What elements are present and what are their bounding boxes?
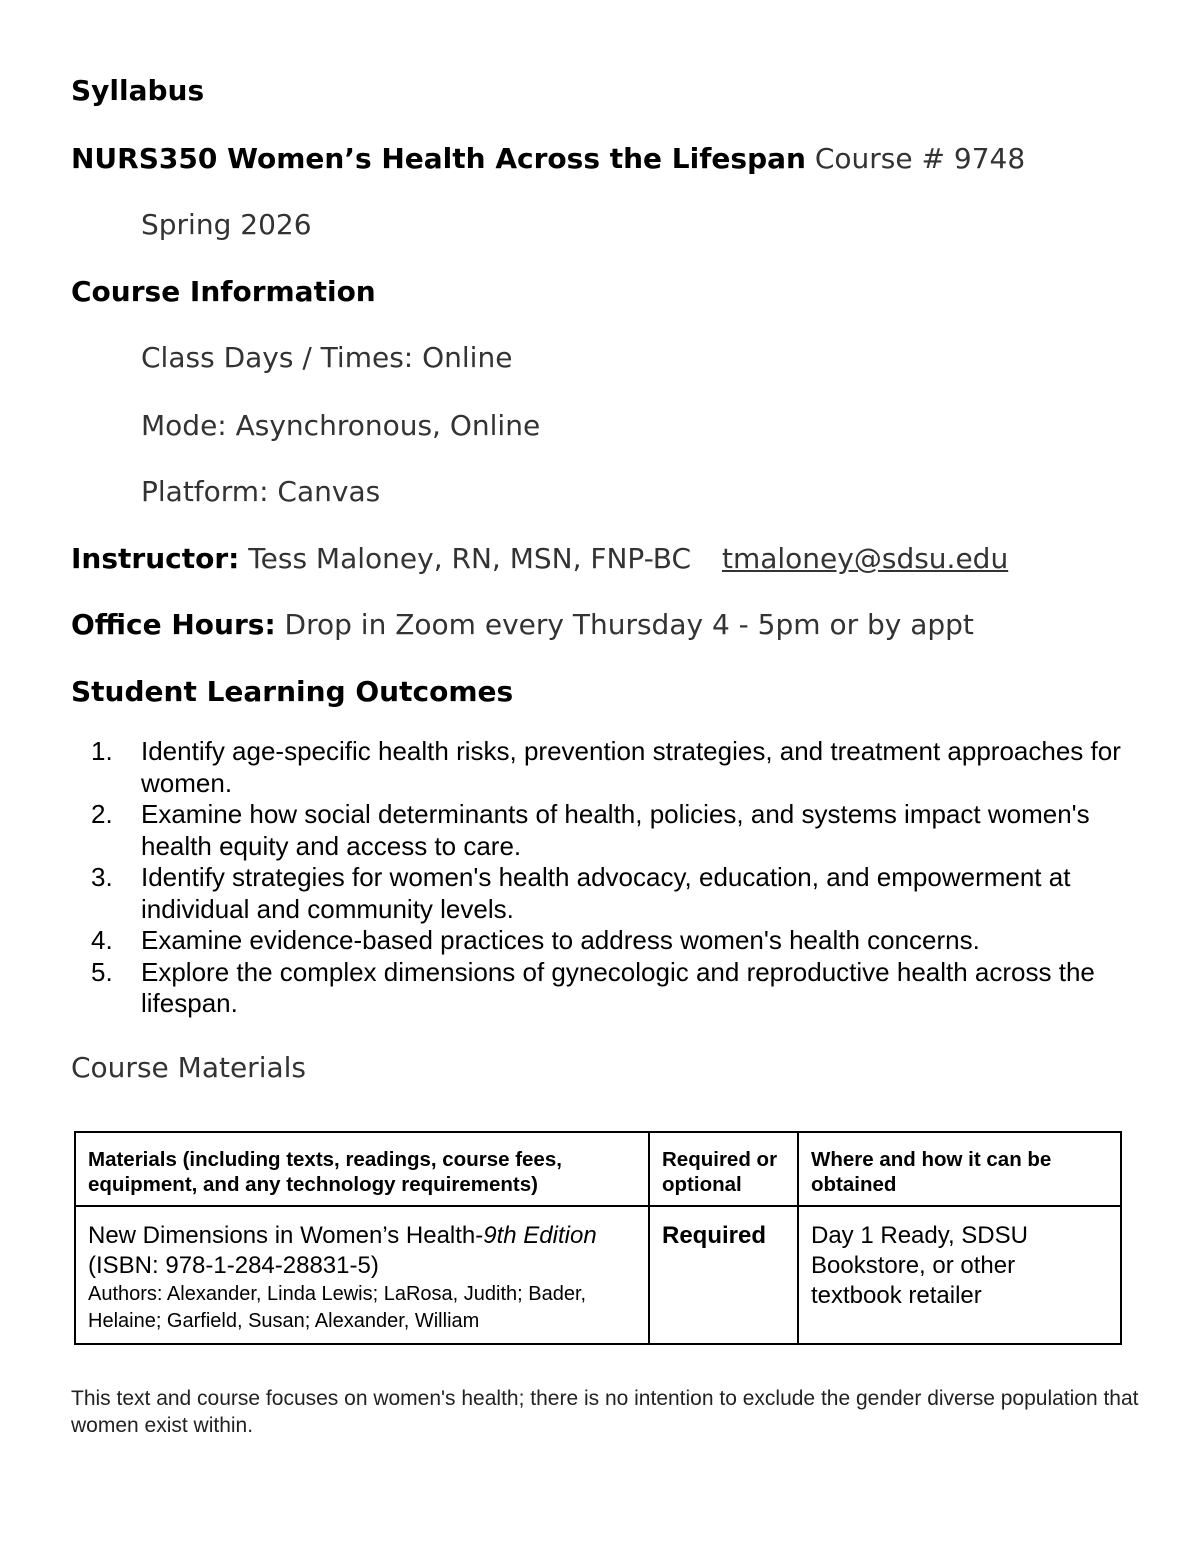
course-materials-heading: Course Materials: [71, 1051, 306, 1084]
textbook-isbn: (ISBN: 978-1-284-28831-5): [88, 1252, 379, 1279]
list-item-number: 4.: [91, 925, 113, 955]
table-header-row: [75, 1132, 1121, 1206]
office-hours-value: Drop in Zoom every Thursday 4 - 5pm or by appt: [284, 608, 974, 641]
instructor-email-link[interactable]: tmaloney@sdsu.edu: [721, 542, 1009, 575]
where-cell: Day 1 Ready, SDSU Bookstore, or other textbook retailer: [798, 1206, 1121, 1344]
course-title-line: [71, 142, 1025, 176]
footnote: This text and course focuses on women's health; there is no intention to exclude the gender diverse population that women exist within.: [71, 1387, 1139, 1437]
list-item: [71, 957, 1131, 1020]
list-item: [71, 736, 1131, 799]
class-days: Class Days / Times: Online: [141, 341, 513, 374]
header-required: Required or optional: [649, 1132, 798, 1206]
list-item-text: Identify age-specific health risks, prevention strategies, and treatment approaches for women.: [141, 736, 1121, 798]
course-materials-table: [74, 1131, 1122, 1345]
list-item-number: 5.: [91, 956, 113, 987]
header-materials: Materials (including texts, readings, course fees, equipment, and any technology requirements): [75, 1132, 649, 1206]
list-item: [71, 925, 1131, 957]
required-cell: Required: [649, 1206, 798, 1344]
header-where: Where and how it can be obtained: [798, 1132, 1121, 1206]
course-information-heading: Course Information: [71, 275, 376, 308]
course-mode: Mode: Asynchronous, Online: [141, 409, 541, 442]
page-title: Syllabus: [71, 74, 205, 107]
list-item-number: 2.: [91, 799, 113, 829]
list-item: [71, 799, 1131, 862]
course-term: Spring 2026: [141, 208, 312, 241]
list-item-text: Identify strategies for women's health advocacy, education, and empowerment at individual and community levels.: [141, 862, 1071, 924]
instructor-name: Tess Maloney, RN, MSN, FNP-BC: [248, 542, 692, 575]
list-item: [71, 862, 1131, 925]
textbook-title: New Dimensions in Women’s Health-: [88, 1222, 484, 1249]
material-cell: [75, 1206, 649, 1344]
office-hours-line: [71, 608, 974, 642]
list-item-number: 3.: [91, 862, 113, 892]
learning-outcomes-heading: Student Learning Outcomes: [71, 675, 514, 708]
textbook-edition: 9th Edition: [483, 1222, 597, 1249]
course-platform: Platform: Canvas: [141, 475, 381, 508]
list-item-text: Examine evidence-based practices to address women's health concerns.: [141, 925, 980, 955]
instructor-label: Instructor:: [71, 542, 240, 575]
list-item-text: Explore the complex dimensions of gynecologic and reproductive health across the lifespan.: [141, 956, 1095, 1018]
list-item-number: 1.: [91, 736, 113, 766]
list-item-text: Examine how social determinants of health, policies, and systems impact women's health equity and access to care.: [141, 799, 1090, 861]
learning-outcomes-list: [71, 736, 1131, 1020]
table-row: [75, 1206, 1121, 1344]
instructor-line: [71, 542, 1008, 576]
course-name: NURS350 Women’s Health Across the Lifespan: [71, 142, 806, 175]
textbook-authors: Authors: Alexander, Linda Lewis; LaRosa, Judith; Bader, Helaine; Garfield, Susan; Alexander, William: [88, 1283, 587, 1332]
office-hours-label: Office Hours:: [71, 608, 276, 641]
course-number: Course # 9748: [814, 142, 1026, 175]
